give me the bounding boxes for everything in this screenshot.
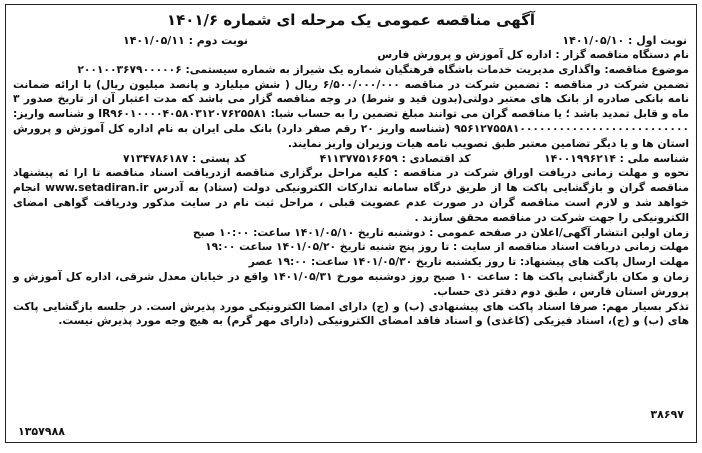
opening-time-place: زمان و مکان بازگشایی پاکت ها : ساعت ۱۰ صبح روز دوشنبه مورخ ۱۴۰۱/۰۵/۳۱ واقع در خیابان معدل شرقی، اداره کل آموزش و پرورش استان فارس ، طبق دوم دفتر ذی حساب. <box>13 269 689 298</box>
national-id: شناسه ملی : ۱۴۰۰۱۹۹۶۲۱۴ <box>544 151 689 165</box>
economic-code: کد اقتصادی : ۴۱۱۳۷۷۵۱۶۶۵۹ <box>319 151 471 165</box>
procedure-text: نحوه و مهلت زمانی دریافت اوراق شرکت در مناقصه : کلیه مراحل برگزاری مناقصه ازدریافت اسناد مناقصه تا ارا ئه پیشنهاد مناقصه گران و بازگشایی پاکت ها از طریق درگاه سامانه تدارکات الکترونیکی دولت (ستاد) به آدرس www.setadiran.ir انجام خواهد شد و لازم است مناقصه گران در صورت عدم عضویت قبلی ، مراحل ثبت نام در سایت مذکور ودریافت گواهی امضای الکترونیکی را جهت شرکت در مناقصه محقق سازند . <box>13 166 689 224</box>
ad-code: ۳۸۶۹۷ <box>650 408 684 421</box>
ad-serial: ۱۳۵۷۹۸۸ <box>18 425 65 438</box>
ad-title: آگهی مناقصه عمومی یک مرحله ای شماره ۱۴۰۱/۶ <box>166 11 536 29</box>
postal-code: کد پستی : ۷۱۳۴۷۸۶۱۸۷ <box>123 151 247 165</box>
organization-name: نام دستگاه مناقصه گزار : اداره کل آموزش و پرورش فارس <box>377 48 689 61</box>
document-deadline: مهلت زمانی دریافت اسناد مناقصه از سایت : تا روز پنج شنبه تاریخ ۱۴۰۱/۰۵/۲۰ ساعت ۱۹:۰۰ <box>205 240 689 254</box>
important-note: تذکر بسیار مهم: صرفا اسناد پاکت های پیشنهادی (ب) و (ج) دارای امضا الکترونیکی مورد پذیرش است. در جلسه بازگشایی پاکت های (ب) و (ج)، اسناد فیزیکی (کاغذی) و اسناد فاقد امضای الکترونیکی (دارای مهر گرم) به هیچ وجه مورد پذیرش نیست. <box>13 299 689 328</box>
publication-dates <box>13 33 689 48</box>
footer-codes <box>18 408 684 438</box>
first-publication-time: زمان اولین انتشار آگهی/اعلان در صفحه عمومی : دوشنبه تاریخ ۱۴۰۱/۰۵/۱۰ ساعت: ۱۰:۰۰ صبح <box>192 225 689 239</box>
envelope-submission-deadline: مهلت ارسال پاکت های پیشنهاد: تا روز یکشنبه تاریخ ۱۴۰۱/۰۵/۳۰ ساعت: ۱۹:۰۰ عصر <box>248 255 689 269</box>
second-publication: نوبت دوم : ۱۴۰۱/۰۵/۱۱ <box>123 34 248 47</box>
tender-subject: موضوع مناقصه: واگذاری مدیریت خدمات باشگاه فرهنگیان شماره یک شیراز به شماره سیستمی: ۲۰۰۱۰۰۳۶۷۹۰۰۰۰۰۶ <box>77 62 689 76</box>
first-publication: نوبت اول : ۱۴۰۱/۰۵/۱۰ <box>562 34 687 47</box>
tender-advertisement <box>5 4 697 443</box>
tender-guarantee: تضمین شرکت در مناقصه : تضمین شرکت در مناقصه ۶/۵۰۰/۰۰۰/۰۰۰ ریال ( شش میلیارد و پانصد میلیون ریال) با ارائه ضمانت نامه بانکی صادره از بانک های معتبر دولتی(بدون قید و شرط) در وجه مناقصه گزار می باشد که مدت اعتبار آن از تاریخ صدور ۳ ماه و قابل تمدید باشد ؛ یا مناقصه گران می توانند مبلغ تضمین را به حساب شبا: IR۹۶۰۱۰۰۰۰۴۰۵۸۰۳۱۲۰۷۶۲۵۵۸۱ و شناسه واریز: ۹۵۶۱۲۷۵۵۸۱۰۰۰۰۰۰۰۰۰۰۰۰۰۰۰۰۰۰۰۰۰۰۰۰۰۰ (شناسه واریز ۲۰ رقم صفر دارد) بانک ملی ایران به نام اداره کل آموزش و پرورش استان ها و یا دیگر تضامین معتبر طبق تصویب نامه هیات وزیران واریز نمایند. <box>13 77 690 150</box>
identifiers-row <box>13 152 689 167</box>
